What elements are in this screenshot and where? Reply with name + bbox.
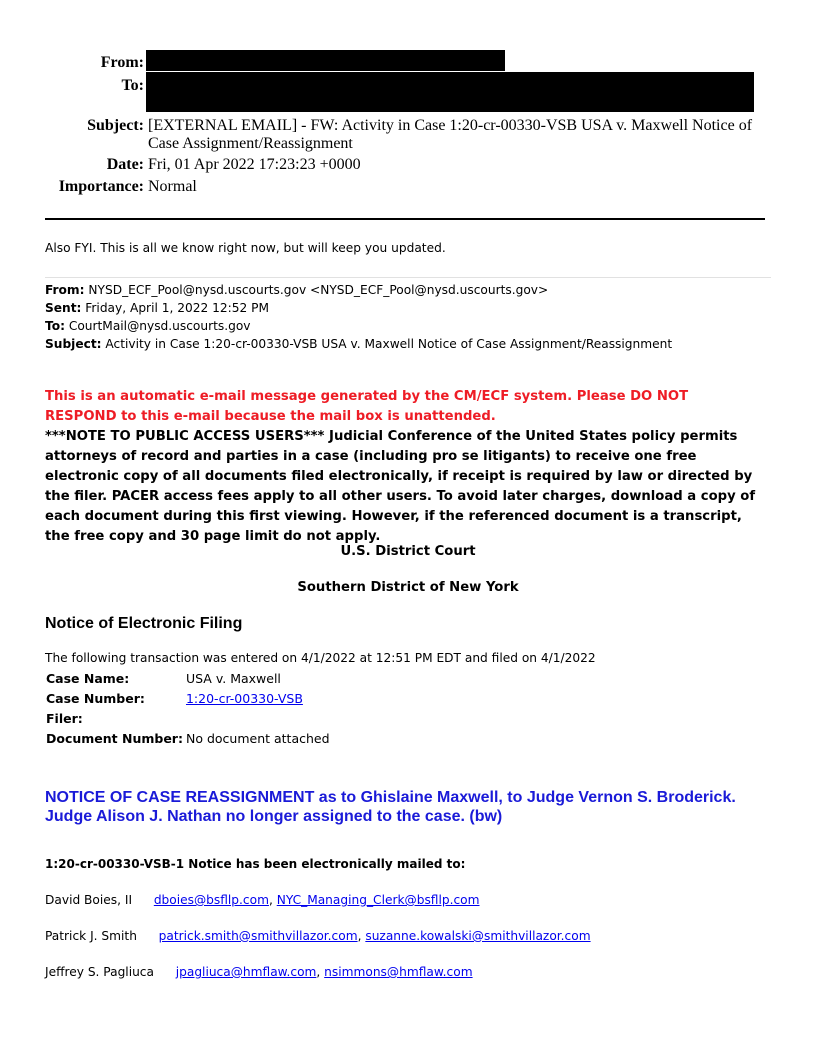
filer-value: [185, 708, 332, 728]
case-info-table: [45, 668, 332, 748]
importance-value: Normal: [148, 178, 197, 195]
importance-label: Importance:: [58, 178, 144, 195]
case-number-row: [45, 688, 332, 708]
fwd-subject-label: Subject:: [45, 337, 102, 351]
case-number-label: Case Number:: [46, 690, 145, 706]
court-district: Southern District of New York: [297, 580, 519, 595]
recipient-row: [45, 965, 473, 979]
recipient-row: [45, 929, 591, 943]
fwd-from-label: From:: [45, 283, 85, 297]
case-info: [45, 668, 332, 748]
redacted-from: [146, 50, 505, 71]
case-number-link[interactable]: 1:20-cr-00330-VSB: [185, 690, 303, 706]
recipient-row: [45, 893, 480, 907]
forward-divider: [45, 277, 771, 278]
filer-label: Filer:: [46, 710, 83, 726]
forwarded-header: [45, 281, 785, 353]
recipient-email-link[interactable]: suzanne.kowalski@smithvillazor.com: [365, 929, 591, 943]
email-separator: ,: [316, 965, 325, 979]
fwd-subject-value: Activity in Case 1:20-cr-00330-VSB USA v. Maxwell Notice of Case Assignment/Reassignment: [105, 337, 673, 351]
fwd-from-line: [45, 281, 785, 299]
document-number-label: Document Number:: [46, 730, 183, 746]
recipient-name: Patrick J. Smith: [45, 929, 137, 943]
fwd-from-value: NYSD_ECF_Pool@nysd.uscourts.gov <NYSD_ECF_Pool@nysd.uscourts.gov>: [88, 283, 549, 297]
from-label: From:: [100, 54, 144, 71]
email-separator: ,: [357, 929, 366, 943]
intro-text: Also FYI. This is all we know right now, but will keep you updated.: [45, 241, 446, 255]
fwd-to-label: To:: [45, 319, 65, 333]
case-name-value: USA v. Maxwell: [185, 670, 281, 686]
date-label: Date:: [106, 156, 144, 173]
court-name: U.S. District Court: [340, 544, 476, 559]
header-divider: [45, 218, 765, 220]
case-name-row: [45, 668, 332, 688]
fwd-to-value: CourtMail@nysd.uscourts.gov: [68, 319, 251, 333]
filer-row: [45, 708, 332, 728]
fwd-subject-line: [45, 335, 785, 353]
to-label: To:: [121, 77, 144, 94]
recipient-email-link[interactable]: jpagliuca@hmflaw.com: [175, 965, 317, 979]
subject-label: Subject:: [87, 117, 144, 134]
system-notice: [45, 387, 757, 547]
recipient-email-link[interactable]: nsimmons@hmflaw.com: [324, 965, 473, 979]
fwd-sent-value: Friday, April 1, 2022 12:52 PM: [85, 301, 269, 315]
recipient-email-link[interactable]: NYC_Managing_Clerk@bsfllp.com: [276, 893, 480, 907]
mailed-heading: 1:20-cr-00330-VSB-1 Notice has been electronically mailed to:: [45, 857, 466, 871]
recipient-name: Jeffrey S. Pagliuca: [45, 965, 154, 979]
redacted-to: [146, 72, 754, 112]
recipient-name: David Boies, II: [45, 893, 133, 907]
subject-value: [EXTERNAL EMAIL] - FW: Activity in Case 1:20-cr-00330-VSB USA v. Maxwell Notice of Case Assignment/Reassignment: [148, 117, 753, 152]
case-name-label: Case Name:: [46, 670, 130, 686]
fwd-sent-label: Sent:: [45, 301, 82, 315]
fwd-sent-line: [45, 299, 785, 317]
recipient-email-link[interactable]: dboies@bsfllp.com: [153, 893, 269, 907]
email-separator: ,: [268, 893, 277, 907]
transaction-text: The following transaction was entered on 4/1/2022 at 12:51 PM EDT and filed on 4/1/2022: [45, 651, 596, 665]
nef-title: Notice of Electronic Filing: [45, 615, 243, 632]
document-number-value: No document attached: [185, 730, 330, 746]
recipient-email-link[interactable]: patrick.smith@smithvillazor.com: [158, 929, 358, 943]
docket-text: NOTICE OF CASE REASSIGNMENT as to Ghislaine Maxwell, to Judge Vernon S. Broderick. Judge Alison J. Nathan no longer assigned to the case. (bw): [45, 789, 736, 825]
auto-email-warning: This is an automatic e-mail message generated by the CM/ECF system. Please DO NOT RESPOND to this e-mail because the mail box is unattended.: [45, 389, 689, 424]
fwd-to-line: [45, 317, 785, 335]
date-value: Fri, 01 Apr 2022 17:23:23 +0000: [148, 156, 361, 173]
document-number-row: [45, 728, 332, 748]
public-access-note: ***NOTE TO PUBLIC ACCESS USERS*** Judicial Conference of the United States policy permits attorneys of record and parties in a case (including pro se litigants) to receive one free electronic copy of all documents filed electronically, if receipt is required by law or directed by the filer. PACER access fees apply to all other users. To avoid later charges, download a copy of each document during this first viewing. However, if the referenced document is a transcript, the free copy and 30 page limit do not apply.: [45, 429, 756, 544]
